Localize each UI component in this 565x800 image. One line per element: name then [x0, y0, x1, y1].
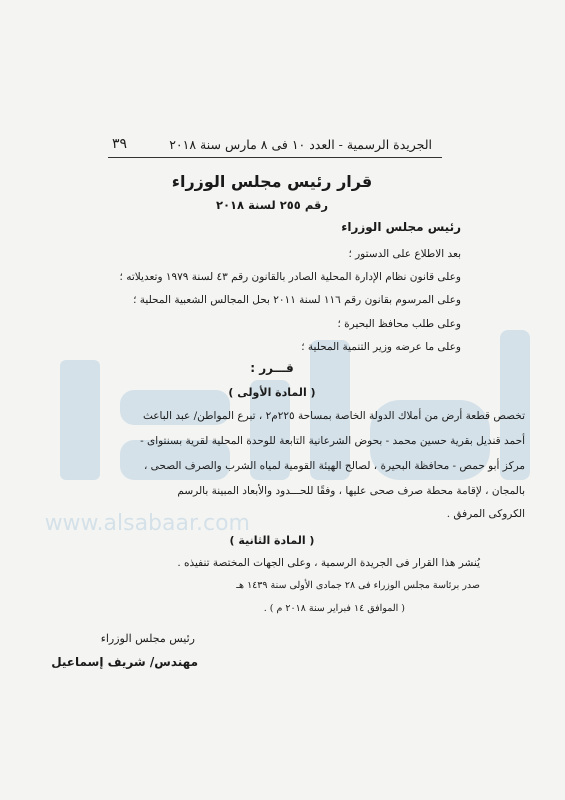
preamble-line: بعد الاطلاع على الدستور ؛ — [348, 248, 461, 260]
decree-title: قرار رئيس مجلس الوزراء — [171, 172, 373, 191]
watermark-url: www.alsabaar.com — [44, 511, 250, 536]
preamble-line: وعلى قانون نظام الإدارة المحلية الصادر بالقانون رقم ٤٣ لسنة ١٩٧٩ وتعديلاته ؛ — [119, 271, 461, 283]
header-divider — [108, 157, 442, 158]
preamble-line: وعلى طلب محافظ البحيرة ؛ — [337, 318, 461, 330]
article-line: بالمجان ، لإقامة محطة صرف صحى عليها ، وفقًا للحـــدود والأبعاد المبينة بالرسم — [177, 485, 525, 497]
page-number: ٣٩ — [112, 136, 128, 152]
page-header — [112, 133, 432, 155]
article-line: الكروكى المرفق . — [446, 508, 525, 520]
preamble-line: وعلى ما عرضه وزير التنمية المحلية ؛ — [301, 341, 461, 353]
article-heading: ( المادة الأولى ) — [228, 386, 316, 399]
article-line: أحمد قنديل بقرية حسين محمد - بحوض الشرعانية التابعة للوحدة المحلية لقرية بسنتواى - — [140, 435, 525, 447]
preamble-line: وعلى المرسوم بقانون رقم ١١٦ لسنة ٢٠١١ بحل المجالس الشعبية المحلية ؛ — [133, 294, 461, 306]
article-line: مركز أبو حمص - محافظة البحيرة ، لصالح الهيئة القومية لمياه الشرب والصرف الصحى ، — [143, 460, 525, 472]
issued-line: صدر برئاسة مجلس الوزراء فى ٢٨ جمادى الأولى سنة ١٤٣٩ هـ — [236, 580, 480, 591]
signature-title: رئيس مجلس الوزراء — [100, 632, 195, 645]
decree-issuer: رئيس مجلس الوزراء — [341, 220, 461, 234]
signature-name: مهندس/ شريف إسماعيل — [51, 655, 198, 669]
article-line: تخصص قطعة أرض من أملاك الدولة الخاصة بمساحة ٢٢٥م٢ ، تبرع المواطن/ عبد الباعث — [142, 410, 525, 422]
decree-number: رقم ٢٥٥ لسنة ٢٠١٨ — [215, 198, 329, 212]
article-line: يُنشر هذا القرار فى الجريدة الرسمية ، وعلى الجهات المختصة تنفيذه . — [177, 557, 480, 569]
running-title: الجريدة الرسمية - العدد ١٠ فى ٨ مارس سنة ٢٠١٨ — [169, 136, 432, 152]
decided-label: قـــرر : — [250, 361, 294, 375]
issued-line: ( الموافق ١٤ فبراير سنة ٢٠١٨ م ) . — [263, 603, 405, 614]
article-heading: ( المادة الثانية ) — [229, 534, 315, 547]
